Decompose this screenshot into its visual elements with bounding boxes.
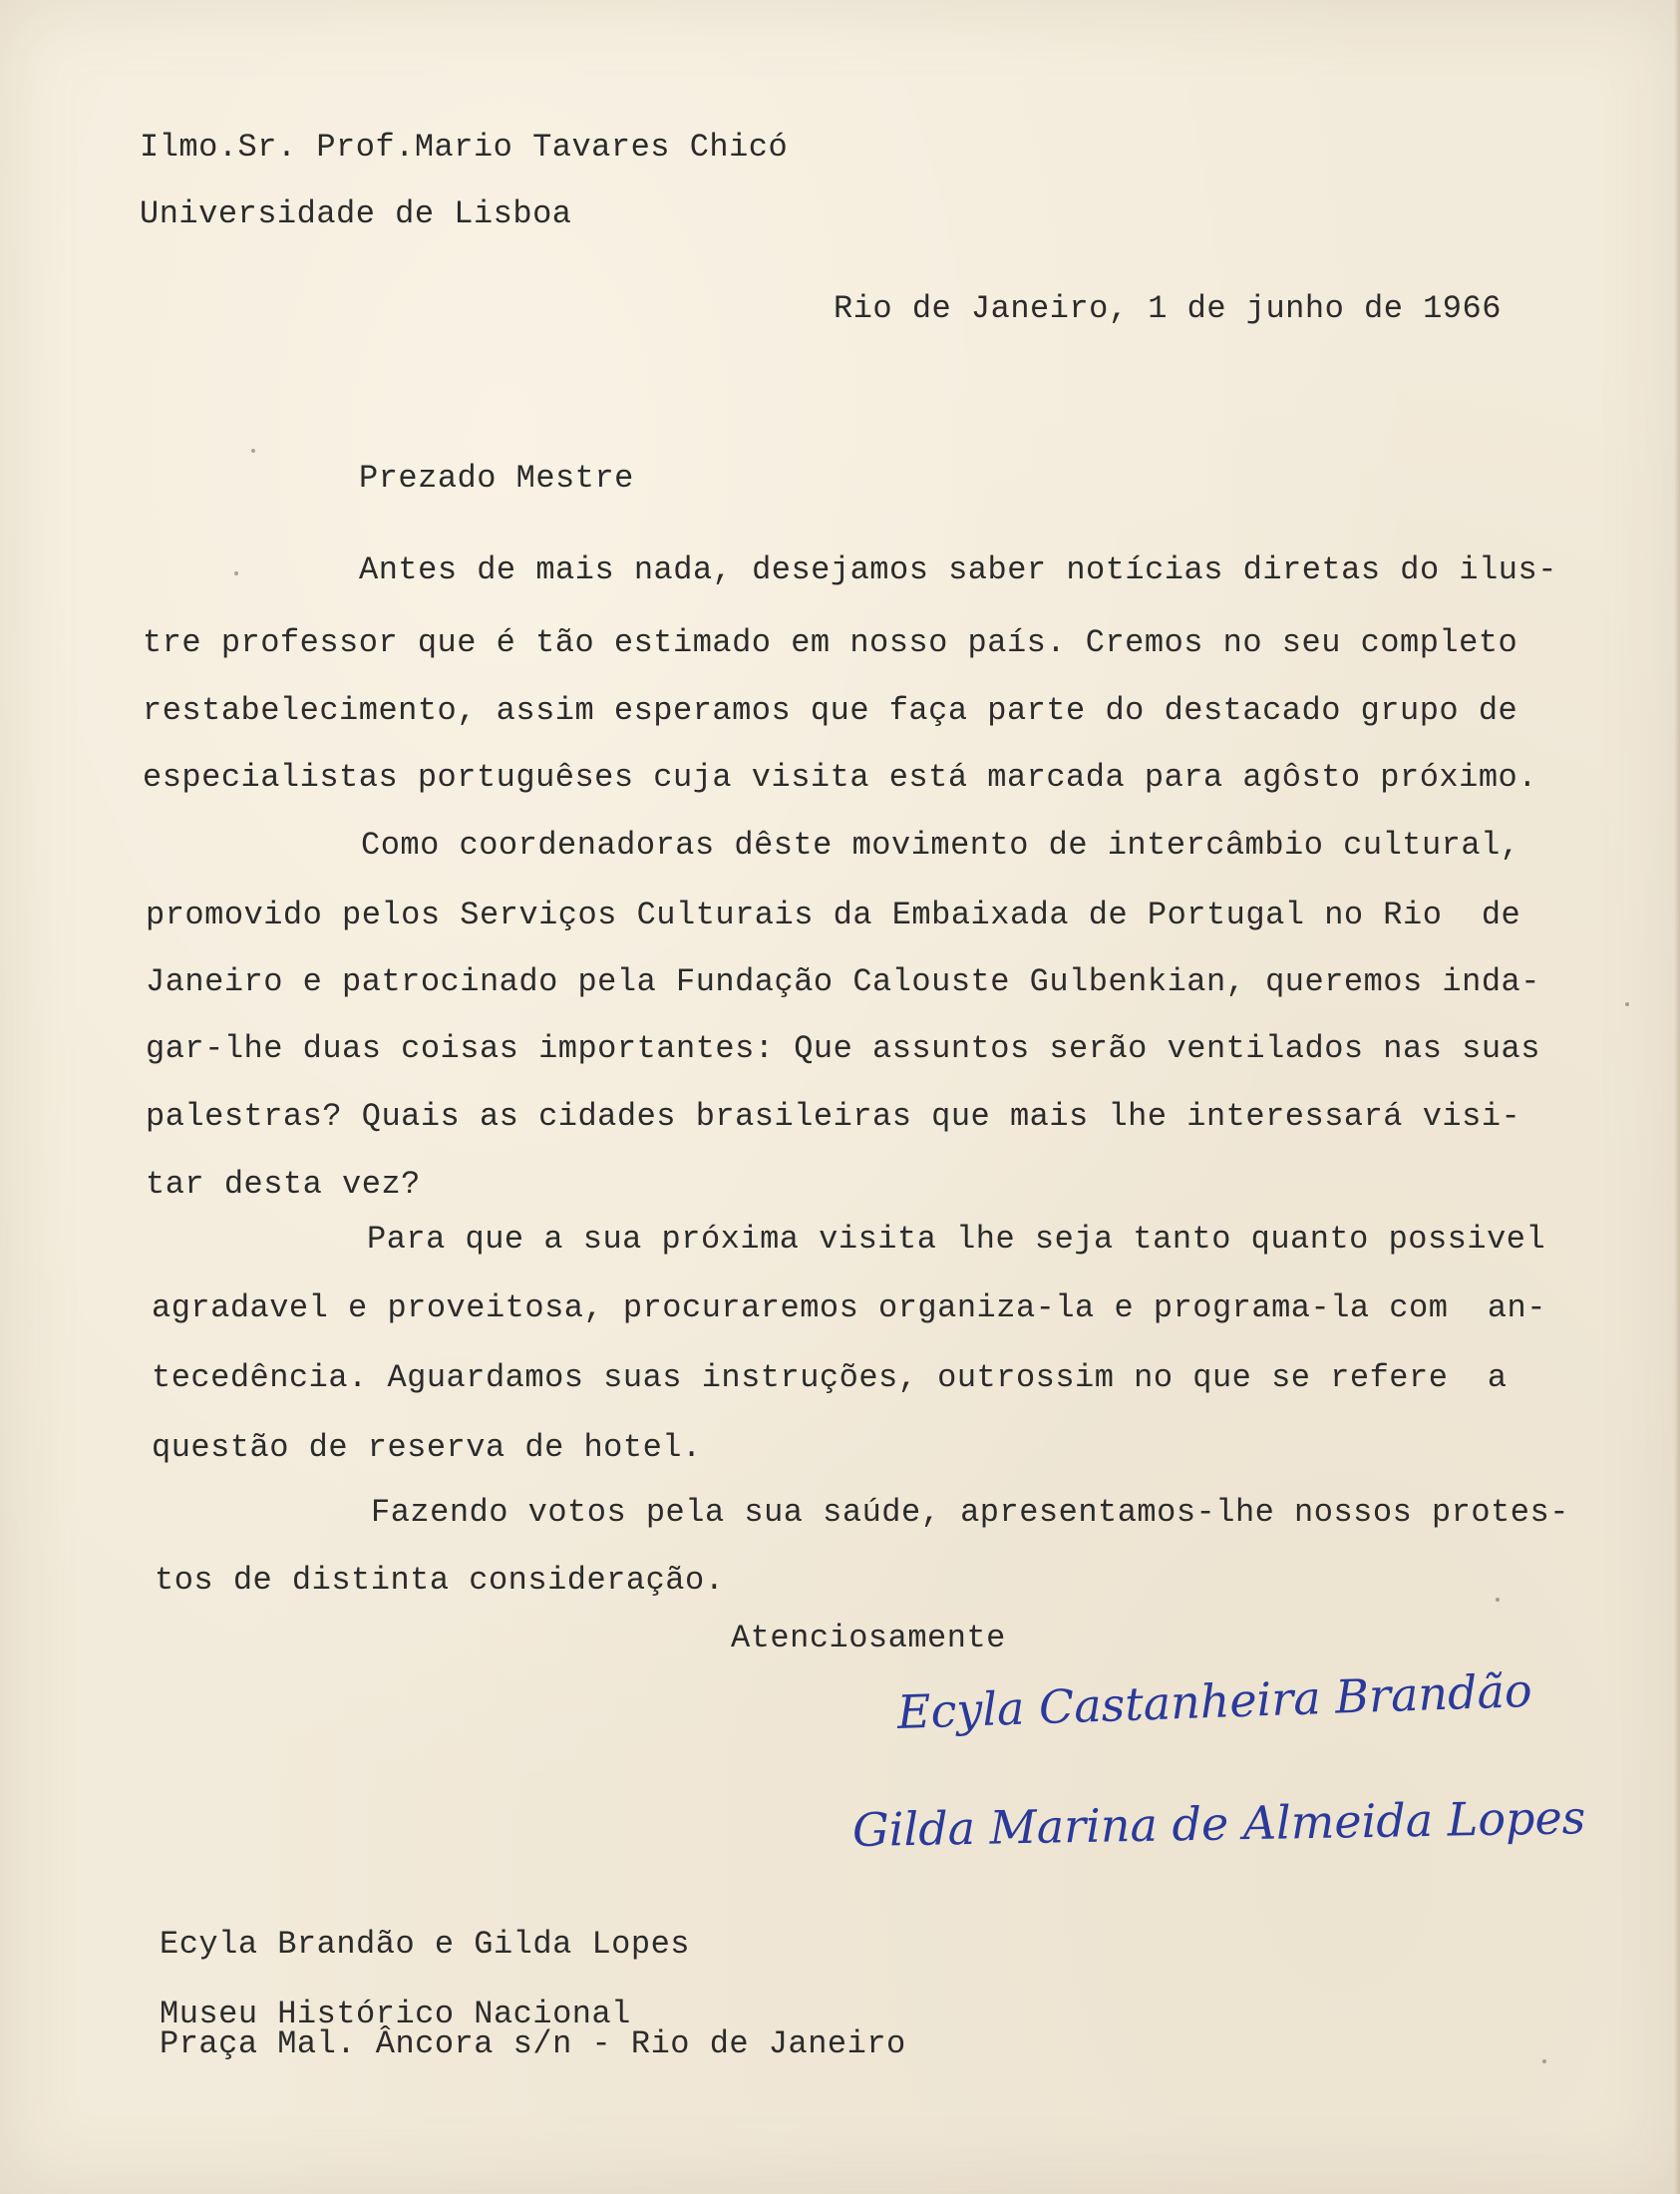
body-line: restabelecimento, assim esperamos que faça parte do destacado grupo de bbox=[143, 692, 1518, 729]
recipient-institution: Universidade de Lisboa bbox=[140, 195, 572, 232]
body-line: Janeiro e patrocinado pela Fundação Calouste Gulbenkian, queremos inda- bbox=[146, 963, 1540, 1000]
paper-speck bbox=[1542, 2059, 1546, 2063]
sender-names: Ecyla Brandão e Gilda Lopes bbox=[160, 1926, 690, 1963]
body-line: especialistas portuguêses cuja visita está marcada para agôsto próximo. bbox=[143, 759, 1537, 796]
paper-edge bbox=[1674, 0, 1680, 2194]
signature-ecyla: Ecyla Castanheira Brandão bbox=[896, 1662, 1533, 1739]
body-line: agradavel e proveitosa, procuraremos organiza-la e programa-la com an- bbox=[152, 1289, 1546, 1326]
body-line: palestras? Quais as cidades brasileiras que mais lhe interessará visi- bbox=[146, 1098, 1521, 1135]
body-line: promovido pelos Serviços Culturais da Embaixada de Portugal no Rio de bbox=[146, 897, 1521, 933]
body-line: Para que a sua próxima visita lhe seja tanto quanto possivel bbox=[367, 1221, 1546, 1258]
recipient-name: Ilmo.Sr. Prof.Mario Tavares Chicó bbox=[140, 129, 789, 166]
signature-gilda: Gilda Marina de Almeida Lopes bbox=[851, 1790, 1586, 1857]
body-line: Antes de mais nada, desejamos saber notícias diretas do ilus- bbox=[359, 551, 1557, 588]
body-line: questão de reserva de hotel. bbox=[152, 1429, 702, 1466]
body-line: Como coordenadoras dêste movimento de intercâmbio cultural, bbox=[361, 827, 1520, 864]
sender-organization: Museu Histórico Nacional bbox=[160, 1996, 631, 2032]
body-line: tos de distinta consideração. bbox=[155, 1562, 725, 1599]
sender-address: Praça Mal. Âncora s/n - Rio de Janeiro bbox=[160, 2025, 906, 2062]
letter-date: Rio de Janeiro, 1 de junho de 1966 bbox=[834, 290, 1502, 327]
salutation: Prezado Mestre bbox=[359, 460, 634, 497]
body-line: gar-lhe duas coisas importantes: Que assuntos serão ventilados nas suas bbox=[146, 1030, 1540, 1067]
body-line: Fazendo votos pela sua saúde, apresentamos-lhe nossos protes- bbox=[371, 1494, 1569, 1531]
paper-speck bbox=[1625, 1002, 1629, 1006]
body-line: tecedência. Aguardamos suas instruções, outrossim no que se refere a bbox=[152, 1359, 1508, 1396]
paper-speck bbox=[1496, 1598, 1500, 1602]
paper-speck bbox=[234, 571, 238, 575]
body-line: tre professor que é tão estimado em nosso país. Cremos no seu completo bbox=[143, 624, 1518, 661]
closing: Atenciosamente bbox=[731, 1620, 1006, 1656]
body-line: tar desta vez? bbox=[146, 1166, 421, 1203]
paper-speck bbox=[251, 449, 255, 453]
